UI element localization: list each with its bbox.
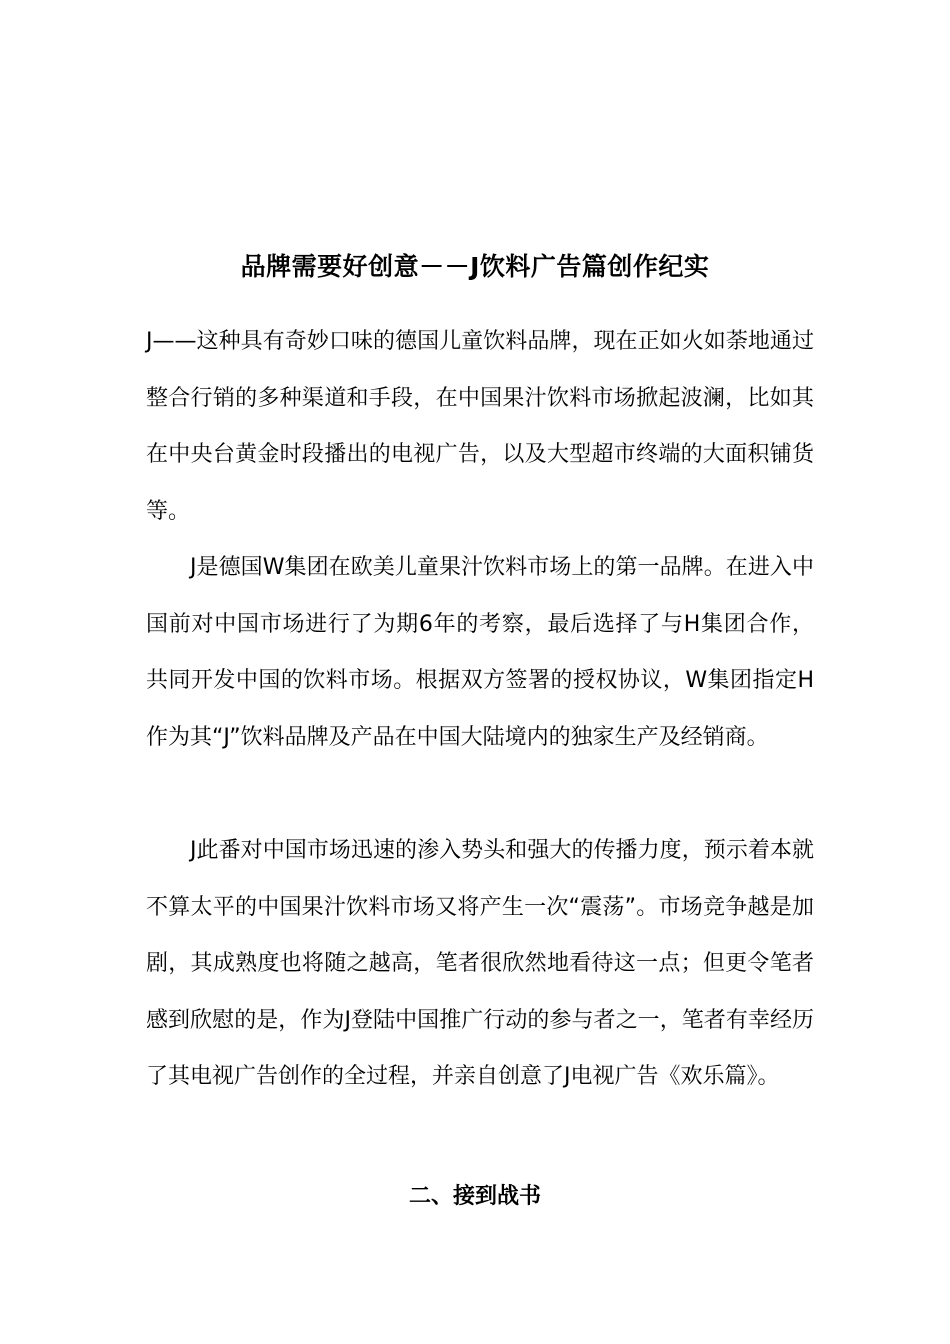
paragraph-market-impact: J此番对中国市场迅速的渗入势头和强大的传播力度，预示着本就不算太平的中国果汁饮料市场又将产生一次“震荡”。市场竞争越是加剧，其成熟度也将随之越高，笔者很欣然地看待这一点；但更令笔者感到欣慰的是，作为J登陆中国推广行动的参与者之一，笔者有幸经历了其电视广告创作的全过程，并亲自创意了J电视广告《欢乐篇》。 xyxy=(146,838,814,1089)
paragraph-background: J是德国W集团在欧美儿童果汁饮料市场上的第一品牌。在进入中国前对中国市场进行了为期6年的考察，最后选择了与H集团合作，共同开发中国的饮料市场。根据双方签署的授权协议，W集团指定H作为其“J”饮料品牌及产品在中国大陆境内的独家生产及经销商。 xyxy=(146,555,814,750)
document-title: 品牌需要好创意－－J饮料广告篇创作纪实 xyxy=(240,252,710,281)
section-heading: 二、接到战书 xyxy=(408,1184,541,1209)
paragraph-intro: J——这种具有奇妙口味的德国儿童饮料品牌，现在正如火如荼地通过整合行销的多种渠道和手段，在中国果汁饮料市场掀起波澜，比如其在中央台黄金时段播出的电视广告，以及大型超市终端的大面积铺货等。 xyxy=(146,329,814,524)
